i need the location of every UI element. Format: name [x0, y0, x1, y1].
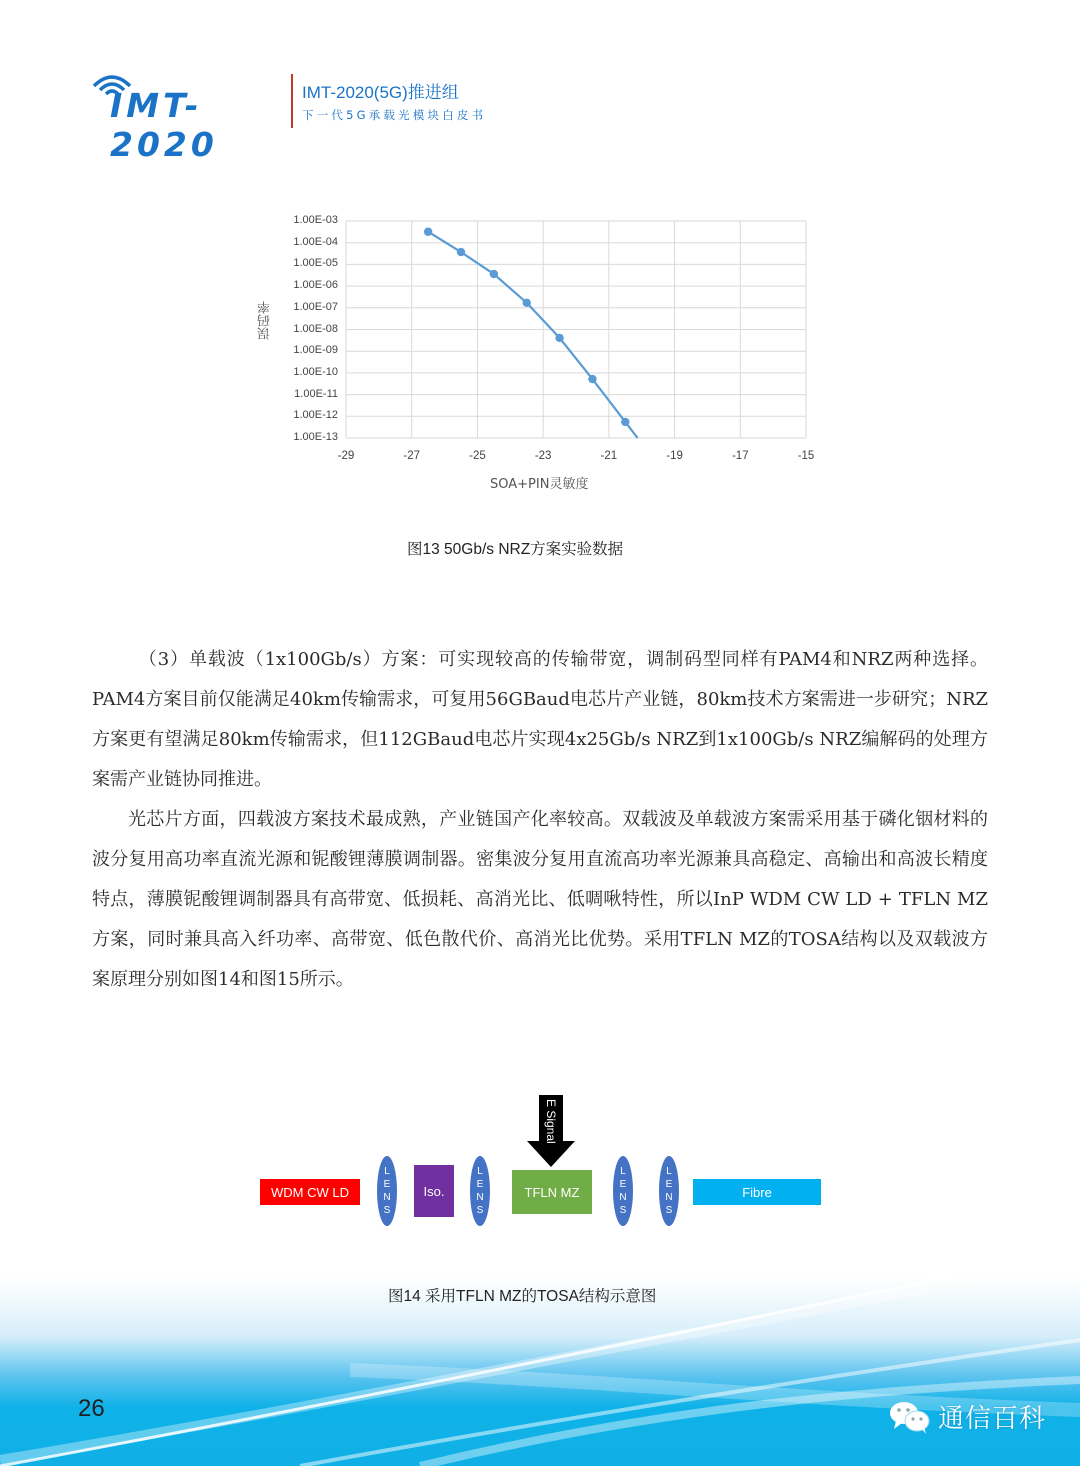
x-tick-label: -17: [731, 450, 749, 462]
lens-letter: E: [476, 1179, 484, 1190]
x-axis-label: SOA+PIN灵敏度: [490, 477, 589, 492]
lens-letter: N: [476, 1192, 484, 1203]
page-number: 26: [78, 1395, 105, 1422]
lens-letter: L: [666, 1166, 672, 1177]
lens-letter: E: [383, 1179, 391, 1190]
x-tick-label: -23: [534, 450, 552, 462]
tfln-mz-block: TFLN MZ: [512, 1170, 592, 1214]
lens-letter: E: [665, 1179, 673, 1190]
y-tick-label: 1.00E-08: [293, 322, 338, 335]
x-tick-label: -25: [469, 450, 486, 462]
lens-letter: S: [619, 1205, 627, 1216]
wdm-cw-ld-block: WDM CW LD: [260, 1179, 360, 1205]
y-tick-label: 1.00E-12: [293, 409, 338, 422]
wechat-icon: [888, 1399, 932, 1435]
lens-3: [613, 1156, 633, 1226]
imt2020-logo: [88, 66, 283, 164]
ber-chart: [250, 205, 830, 505]
lens-letter: L: [477, 1166, 483, 1177]
e-signal-label: E Signal: [544, 1099, 558, 1144]
figure-13-caption: 图13 50Gb/s NRZ方案实验数据: [407, 541, 624, 558]
y-tick-label: 1.00E-11: [294, 387, 338, 400]
y-tick-label: 1.00E-13: [293, 431, 338, 443]
fibre-block: Fibre: [693, 1179, 821, 1205]
lens-letter: N: [665, 1192, 673, 1203]
isolator-block: Iso.: [414, 1165, 454, 1217]
lens-letter: E: [619, 1179, 627, 1190]
y-tick-label: 1.00E-09: [293, 344, 338, 357]
y-axis-label: 误码率: [258, 301, 273, 340]
paragraph-single-carrier: （3）单载波（1x100Gb/s）方案：可实现较高的传输带宽，调制码型同样有PAM4和NRZ两种选择。PAM4方案目前仅能满足40km传输需求，可复用56GBaud电芯片产业链，80km技术方案需进一步研究；NRZ方案更有望满足80km传输需求，但112GBaud电芯片实现4x25Gb/s NRZ到1x100Gb/s NRZ编解码的处理方案需产业链协同推进。: [92, 649, 988, 790]
lens-letter: S: [476, 1205, 484, 1216]
header-subtitle: 下一代5G承载光模块白皮书: [302, 108, 487, 122]
watermark: [888, 1398, 1046, 1435]
x-tick-label: -21: [600, 450, 618, 462]
y-tick-label: 1.00E-05: [293, 257, 338, 270]
y-tick-label: 1.00E-06: [293, 279, 338, 292]
lens-letter: L: [384, 1166, 390, 1177]
x-tick-label: -15: [797, 450, 815, 462]
x-tick-label: -29: [337, 450, 355, 462]
header-divider: [291, 74, 293, 128]
lens-1: [377, 1156, 397, 1226]
lens-letter: S: [665, 1205, 673, 1216]
lens-letter: L: [620, 1166, 626, 1177]
lens-letter: N: [619, 1192, 627, 1203]
page-header: [88, 66, 508, 164]
y-tick-label: 1.00E-04: [293, 235, 338, 248]
lens-letter: N: [383, 1192, 391, 1203]
y-tick-label: 1.00E-07: [293, 300, 338, 313]
lens-2: [470, 1156, 490, 1226]
body-text: [92, 640, 988, 1000]
paragraph-optical-chip: 光芯片方面，四载波方案技术最成熟，产业链国产化率较高。双载波及单载波方案需采用基于磷化铟材料的波分复用高功率直流光源和铌酸锂薄膜调制器。密集波分复用直流高功率光源兼具高稳定、高输出和高波长精度特点，薄膜铌酸锂调制器具有高带宽、低损耗、高消光比、低啁啾特性，所以InP WDM CW LD + TFLN MZ方案，同时兼具高入纤功率、高带宽、低色散代价、高消光比优势。采用TFLN MZ的TOSA结构以及双载波方案原理分别如图14和图15所示。: [92, 809, 988, 990]
lens-letter: S: [383, 1205, 391, 1216]
header-title: IMT-2020(5G)推进组: [302, 83, 459, 102]
figure-14-caption: 图14 采用TFLN MZ的TOSA结构示意图: [388, 1288, 657, 1305]
x-tick-label: -27: [403, 450, 421, 462]
tosa-diagram: [250, 1085, 840, 1235]
lens-4: [659, 1156, 679, 1226]
y-tick-label: 1.00E-03: [293, 214, 338, 226]
logo-text: IMT-2020: [110, 86, 218, 164]
y-tick-label: 1.00E-10: [293, 365, 338, 378]
watermark-text: 通信百科: [938, 1404, 1047, 1434]
x-tick-label: -19: [666, 450, 683, 462]
